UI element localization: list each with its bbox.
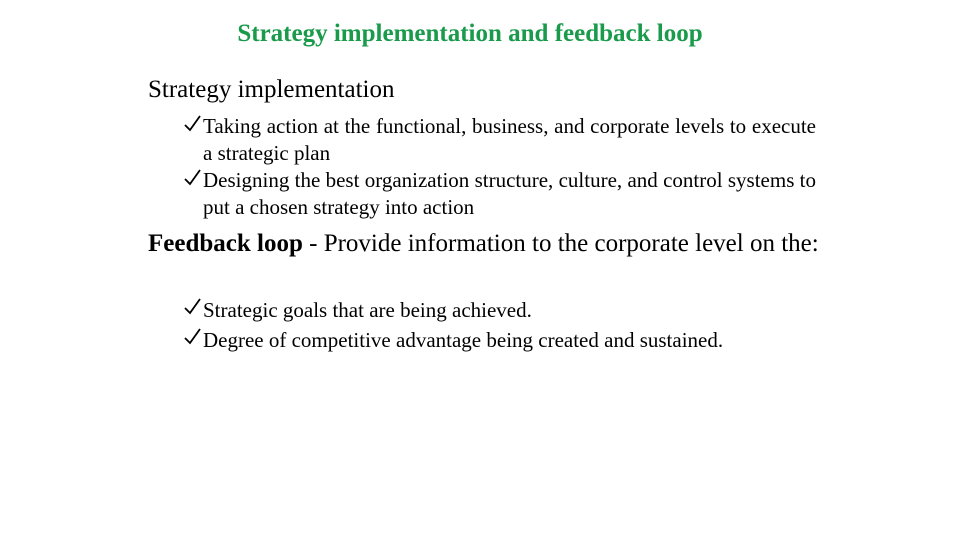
check-icon: [184, 295, 202, 317]
heading-rest-text: - Provide information to the corporate level on the:: [302, 230, 819, 257]
section-heading-strategy-implementation: Strategy implementation: [148, 76, 395, 103]
heading-bold-text: Feedback loop: [148, 230, 303, 257]
bullet-list-feedback-loop: [184, 295, 816, 355]
list-item: [184, 295, 816, 325]
check-icon: [184, 113, 202, 133]
list-item: [184, 113, 816, 167]
check-icon: [184, 325, 202, 347]
bullet-text: Degree of competitive advantage being created and sustained.: [203, 328, 724, 352]
bullet-text: Strategic goals that are being achieved.: [203, 298, 532, 322]
list-item: [184, 325, 816, 355]
section-heading-feedback-loop: [148, 229, 828, 259]
bullet-list-strategy-implementation: [184, 113, 816, 221]
bullet-text: Taking action at the functional, business, and corporate levels to execute a strategic plan: [203, 114, 816, 165]
list-item: [184, 167, 816, 221]
slide-title: Strategy implementation and feedback loop: [237, 20, 703, 47]
check-icon: [184, 167, 202, 187]
bullet-text: Designing the best organization structure, culture, and control systems to put a chosen strategy into action: [203, 168, 816, 219]
